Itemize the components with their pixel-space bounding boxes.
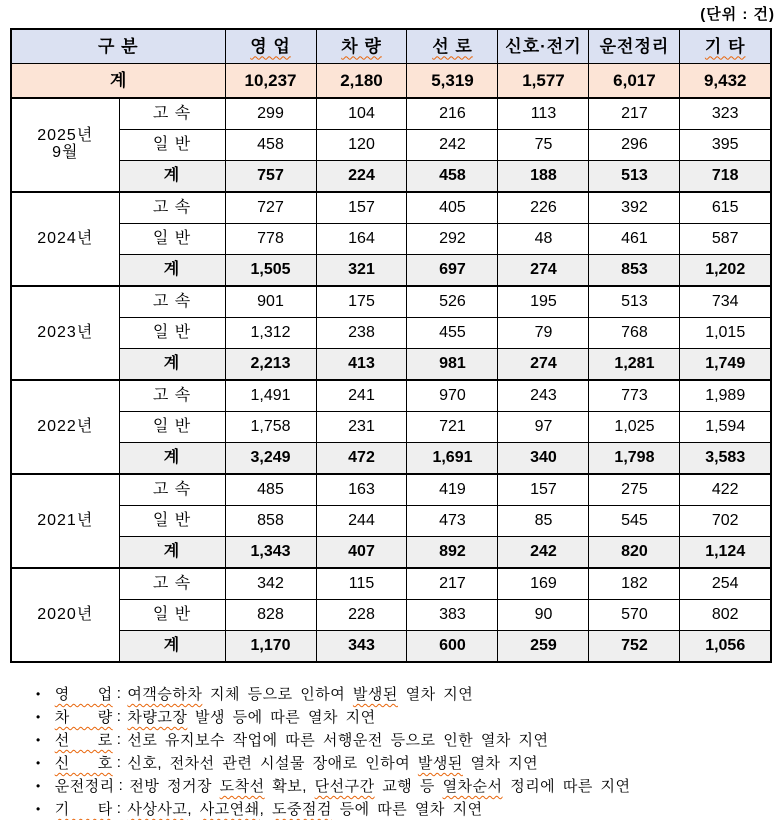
footnote-text: 선로 유지보수 작업에 따른 서행운전 등으로 인한 열차 지연 [127, 732, 549, 749]
data-cell: 228 [316, 600, 407, 631]
delay-stats-table [10, 28, 772, 663]
data-cell: 292 [407, 224, 498, 255]
data-cell: 254 [680, 568, 771, 600]
footnote-definition [127, 683, 473, 704]
group-total-row [11, 161, 771, 193]
group-total-value: 718 [680, 161, 771, 193]
group-total-label-cell: 계 [119, 349, 225, 381]
bullet-icon: • [36, 686, 41, 701]
data-row [11, 506, 771, 537]
footnote-term: 선 로 [54, 732, 113, 749]
column-header-label: 신호·전기 [505, 36, 582, 56]
data-cell: 473 [407, 506, 498, 537]
group-total-value: 413 [316, 349, 407, 381]
footnote-text: 신호, 전차선 관련 시설물 장애로 인하여 [127, 755, 418, 772]
data-cell: 405 [407, 192, 498, 224]
data-cell: 79 [498, 318, 589, 349]
group-total-value: 472 [316, 443, 407, 475]
data-cell: 97 [498, 412, 589, 443]
year-cell: 2023년 [11, 286, 119, 380]
group-total-value: 1,170 [225, 631, 316, 663]
data-row [11, 130, 771, 161]
group-total-value: 820 [589, 537, 680, 569]
row-type-cell: 일 반 [119, 412, 225, 443]
group-total-value: 1,691 [407, 443, 498, 475]
data-cell: 455 [407, 318, 498, 349]
footnote-word-squiggle: 열차순서 [442, 778, 503, 795]
group-total-value: 1,749 [680, 349, 771, 381]
footnote-word-squiggle: 사상사고 [127, 801, 188, 818]
data-cell: 392 [589, 192, 680, 224]
year-cell: 2022년 [11, 380, 119, 474]
data-cell: 244 [316, 506, 407, 537]
data-cell: 157 [316, 192, 407, 224]
bullet-icon: • [36, 709, 41, 724]
group-total-value: 513 [589, 161, 680, 193]
group-total-value: 600 [407, 631, 498, 663]
data-cell: 164 [316, 224, 407, 255]
group-total-label-cell: 계 [119, 255, 225, 287]
data-row [11, 286, 771, 318]
grand-total-value: 9,432 [680, 64, 771, 99]
data-cell: 299 [225, 98, 316, 130]
data-cell: 226 [498, 192, 589, 224]
grand-total-value: 1,577 [498, 64, 589, 99]
data-cell: 778 [225, 224, 316, 255]
footnote-term: 차 량 [54, 709, 113, 726]
footnote-line [36, 705, 776, 728]
footnote-word-squiggle: 도중점검 [272, 801, 332, 818]
footnote-word-squiggle: 발생된 [417, 755, 463, 772]
row-type-cell: 일 반 [119, 600, 225, 631]
group-total-label-cell: 계 [119, 443, 225, 475]
group-total-row [11, 443, 771, 475]
data-cell: 342 [225, 568, 316, 600]
data-cell: 241 [316, 380, 407, 412]
column-header [498, 29, 589, 64]
group-total-value: 321 [316, 255, 407, 287]
group-total-value: 274 [498, 255, 589, 287]
row-type-cell: 고 속 [119, 568, 225, 600]
data-cell: 461 [589, 224, 680, 255]
grand-total-value: 10,237 [225, 64, 316, 99]
group-total-value: 892 [407, 537, 498, 569]
column-header [680, 29, 771, 64]
row-type-cell: 일 반 [119, 318, 225, 349]
data-cell: 513 [589, 286, 680, 318]
footnote-definition [129, 775, 630, 796]
grand-total-value: 2,180 [316, 64, 407, 99]
row-type-cell: 고 속 [119, 380, 225, 412]
data-cell: 1,989 [680, 380, 771, 412]
footnote-text: 발생 등에 따른 열차 지연 [187, 709, 376, 726]
year-cell: 2025년 9월 [11, 98, 119, 192]
footnote-term: 운전정리 [54, 778, 115, 795]
group-total-value: 981 [407, 349, 498, 381]
column-header-label-squiggle: 차 량 [341, 36, 382, 56]
footnote-line [36, 774, 776, 797]
group-total-value: 242 [498, 537, 589, 569]
table-header-row [11, 29, 771, 64]
data-cell: 120 [316, 130, 407, 161]
data-cell: 734 [680, 286, 771, 318]
year-cell: 2024년 [11, 192, 119, 286]
row-type-cell: 일 반 [119, 224, 225, 255]
group-total-value: 757 [225, 161, 316, 193]
group-total-row [11, 349, 771, 381]
footnote-line [36, 728, 776, 751]
group-total-value: 1,343 [225, 537, 316, 569]
row-type-cell: 고 속 [119, 474, 225, 506]
grand-total-label: 계 [11, 64, 225, 99]
data-cell: 1,312 [225, 318, 316, 349]
footnote-word-squiggle: 사고연쇄 [199, 801, 260, 818]
group-total-label-cell: 계 [119, 537, 225, 569]
footnote-line [36, 797, 776, 820]
footnote-text: 전방 정거장 [129, 778, 220, 795]
footnote-colon: : [116, 800, 122, 817]
footnote-colon: : [116, 731, 122, 748]
data-cell: 175 [316, 286, 407, 318]
group-total-value: 407 [316, 537, 407, 569]
group-total-value: 1,202 [680, 255, 771, 287]
footnote-word-squiggle: 단선구간 [314, 778, 375, 795]
data-cell: 296 [589, 130, 680, 161]
footnote-line [36, 682, 776, 705]
data-cell: 858 [225, 506, 316, 537]
data-cell: 48 [498, 224, 589, 255]
data-row [11, 412, 771, 443]
data-cell: 802 [680, 600, 771, 631]
row-type-cell: 고 속 [119, 192, 225, 224]
footnote-definition [127, 706, 375, 727]
row-type-cell: 고 속 [119, 98, 225, 130]
data-cell: 458 [225, 130, 316, 161]
table-body [11, 64, 771, 663]
group-total-row [11, 255, 771, 287]
footnote-text: 지체 등으로 인하여 [202, 686, 353, 703]
data-cell: 242 [407, 130, 498, 161]
data-cell: 1,491 [225, 380, 316, 412]
data-cell: 485 [225, 474, 316, 506]
column-header-label: 운전정리 [599, 36, 670, 56]
data-cell: 231 [316, 412, 407, 443]
data-cell: 217 [407, 568, 498, 600]
footnote-word-squiggle: 차량고장 [127, 709, 188, 726]
footnote-term: 신 호 [54, 755, 113, 772]
footnote-colon: : [118, 777, 124, 794]
group-total-value: 1,281 [589, 349, 680, 381]
data-cell: 545 [589, 506, 680, 537]
data-cell: 773 [589, 380, 680, 412]
column-header [316, 29, 407, 64]
data-cell: 216 [407, 98, 498, 130]
group-total-value: 853 [589, 255, 680, 287]
group-total-value: 1,124 [680, 537, 771, 569]
footnote-text: 확보, [264, 778, 315, 795]
column-header [407, 29, 498, 64]
data-cell: 615 [680, 192, 771, 224]
data-cell: 85 [498, 506, 589, 537]
row-type-cell: 일 반 [119, 130, 225, 161]
grand-total-value: 6,017 [589, 64, 680, 99]
data-cell: 419 [407, 474, 498, 506]
group-total-value: 3,249 [225, 443, 316, 475]
group-total-value: 343 [316, 631, 407, 663]
footnote-text: 등에 따른 열차 지연 [331, 801, 483, 818]
data-cell: 1,025 [589, 412, 680, 443]
row-type-cell: 일 반 [119, 506, 225, 537]
row-type-cell: 고 속 [119, 286, 225, 318]
group-total-value: 458 [407, 161, 498, 193]
data-cell: 422 [680, 474, 771, 506]
data-cell: 238 [316, 318, 407, 349]
data-row [11, 474, 771, 506]
footnotes-list [36, 682, 776, 820]
data-cell: 182 [589, 568, 680, 600]
group-total-value: 274 [498, 349, 589, 381]
data-row [11, 600, 771, 631]
group-total-row [11, 537, 771, 569]
group-total-value: 1,056 [680, 631, 771, 663]
column-header [225, 29, 316, 64]
group-total-label-cell: 계 [119, 631, 225, 663]
column-header-label-squiggle: 영 업 [250, 36, 291, 56]
data-row [11, 318, 771, 349]
data-cell: 383 [407, 600, 498, 631]
footnote-definition [127, 729, 548, 750]
footnote-colon: : [116, 708, 122, 725]
data-cell: 243 [498, 380, 589, 412]
footnote-colon: : [116, 685, 122, 702]
footnote-definition [127, 752, 538, 773]
data-cell: 721 [407, 412, 498, 443]
data-cell: 115 [316, 568, 407, 600]
data-cell: 104 [316, 98, 407, 130]
group-total-value: 188 [498, 161, 589, 193]
data-cell: 275 [589, 474, 680, 506]
group-total-value: 224 [316, 161, 407, 193]
bullet-icon: • [36, 778, 41, 793]
footnote-text: , [259, 801, 272, 818]
data-cell: 587 [680, 224, 771, 255]
footnote-line [36, 751, 776, 774]
footnote-term: 영 업 [54, 686, 113, 703]
year-cell: 2021년 [11, 474, 119, 568]
footnote-text: 열차 지연 [462, 755, 539, 772]
bullet-icon: • [36, 732, 41, 747]
data-cell: 970 [407, 380, 498, 412]
group-total-row [11, 631, 771, 663]
bullet-icon: • [36, 801, 41, 816]
data-cell: 395 [680, 130, 771, 161]
footnote-text: 열차 지연 [397, 686, 474, 703]
data-cell: 901 [225, 286, 316, 318]
data-row [11, 224, 771, 255]
footnote-term: 기 타 [54, 801, 113, 818]
data-cell: 113 [498, 98, 589, 130]
group-total-value: 259 [498, 631, 589, 663]
footnote-word-squiggle: 여객승하차 [127, 686, 203, 703]
group-total-value: 697 [407, 255, 498, 287]
year-cell: 2020년 [11, 568, 119, 662]
data-row [11, 568, 771, 600]
footnote-word-squiggle: 발생된 [352, 686, 398, 703]
grand-total-row [11, 64, 771, 99]
data-row [11, 192, 771, 224]
grand-total-value: 5,319 [407, 64, 498, 99]
data-cell: 828 [225, 600, 316, 631]
data-row [11, 98, 771, 130]
data-cell: 75 [498, 130, 589, 161]
group-total-value: 3,583 [680, 443, 771, 475]
data-cell: 157 [498, 474, 589, 506]
unit-label: (단위 : 건) [700, 6, 775, 23]
data-cell: 169 [498, 568, 589, 600]
data-cell: 702 [680, 506, 771, 537]
group-total-value: 1,798 [589, 443, 680, 475]
group-total-value: 752 [589, 631, 680, 663]
footnote-text: 교행 등 [374, 778, 443, 795]
data-row [11, 380, 771, 412]
data-cell: 768 [589, 318, 680, 349]
column-header-label-squiggle: 기 타 [704, 36, 746, 56]
footnote-colon: : [116, 754, 122, 771]
data-cell: 195 [498, 286, 589, 318]
data-cell: 323 [680, 98, 771, 130]
group-total-value: 1,505 [225, 255, 316, 287]
data-cell: 570 [589, 600, 680, 631]
footnote-text: 정리에 따른 지연 [502, 778, 631, 795]
data-cell: 727 [225, 192, 316, 224]
data-cell: 1,758 [225, 412, 316, 443]
data-cell: 526 [407, 286, 498, 318]
data-cell: 1,594 [680, 412, 771, 443]
data-cell: 163 [316, 474, 407, 506]
footnote-word-squiggle: 도착선 [219, 778, 265, 795]
bullet-icon: • [36, 755, 41, 770]
footnote-definition [127, 798, 482, 819]
column-header-label-squiggle: 선 로 [432, 36, 473, 56]
corner-header-cell: 구 분 [11, 29, 225, 64]
group-total-label-cell: 계 [119, 161, 225, 193]
data-cell: 1,015 [680, 318, 771, 349]
data-cell: 90 [498, 600, 589, 631]
data-cell: 217 [589, 98, 680, 130]
column-header [589, 29, 680, 64]
footnote-text: , [187, 801, 200, 818]
group-total-value: 340 [498, 443, 589, 475]
group-total-value: 2,213 [225, 349, 316, 381]
